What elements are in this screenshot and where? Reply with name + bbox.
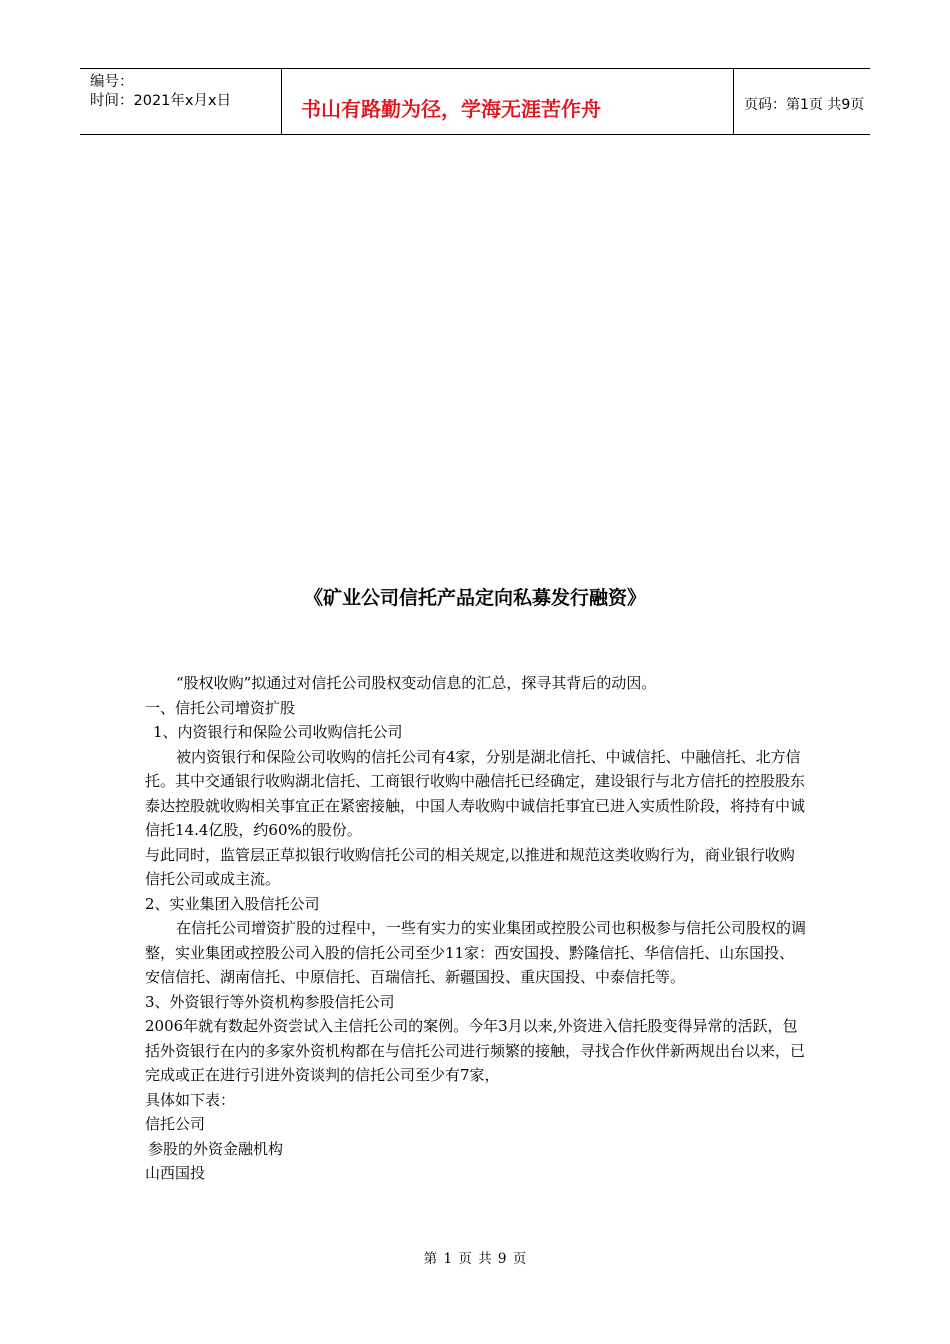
- header-page-cell: [734, 69, 870, 134]
- header-info-cell: [80, 69, 282, 134]
- page-footer: 第 1 页 共 9 页: [423, 1251, 527, 1267]
- header-table: [80, 68, 870, 135]
- paragraph-regulation: 与此同时，监管层正草拟银行收购信托公司的相关规定,以推进和规范这类收购行为，商业银行收购信托公司或成主流。: [145, 845, 795, 888]
- subsection-heading-1: 1、内资银行和保险公司收购信托公司: [153, 723, 403, 741]
- paragraph-foreign-institutions: 2006年就有数起外资尝试入主信托公司的案例。今年3月以来,外资进入信托股变得异常的活跃，包括外资银行在内的多家外资机构都在与信托公司进行频繁的接触，寻找合作伙伴新两规出台以来，已完成或正在进行引进外资谈判的信托公司至少有7家，: [145, 1017, 806, 1084]
- header-motto-cell: [282, 69, 734, 134]
- intro-paragraph: “股权收购”拟通过对信托公司股权变动信息的汇总，探寻其背后的动因。: [176, 674, 657, 692]
- subsection-heading-3: 3、外资银行等外资机构参股信托公司: [145, 992, 395, 1011]
- section-heading-1: 一、信托公司增资扩股: [145, 698, 296, 717]
- paragraph-domestic-banks: 被内资银行和保险公司收购的信托公司有4家，分别是湖北信托、中诚信托、中融信托、北方信托。其中交通银行收购湖北信托、工商银行收购中融信托已经确定，建设银行与北方信托的控股股东泰达控股就收购相关事宜正在紧密接触，中国人寿收购中诚信托事宜已进入实质性阶段，将持有中诚信托14.4亿股，约60%的股份。: [145, 747, 806, 839]
- number-label: 编号：: [90, 74, 134, 90]
- motto-text: 书山有路勤为径，学海无涯苦作舟: [301, 97, 601, 121]
- table-cell-shanxi: 山西国投: [145, 1164, 206, 1182]
- table-header-foreign-institution: 参股的外资金融机构: [148, 1139, 284, 1158]
- table-intro: 具体如下表：: [145, 1090, 236, 1109]
- time-label: 时间：2021年x月x日: [90, 93, 232, 109]
- page-info: 页码：第1页 共9页: [744, 97, 865, 113]
- document-body: [145, 671, 807, 1186]
- paragraph-industrial-groups: 在信托公司增资扩股的过程中，一些有实力的实业集团或控股公司也积极参与信托公司股权的调整，实业集团或控股公司入股的信托公司至少11家：西安国投、黔隆信托、华信信托、山东国投、安信信托、湖南信托、中原信托、百瑞信托、新疆国投、重庆国投、中泰信托等。: [145, 919, 807, 986]
- table-header-trust-company: 信托公司: [145, 1115, 206, 1133]
- document-title: 《矿业公司信托产品定向私募发行融资》: [303, 587, 646, 609]
- subsection-heading-2: 2、实业集团入股信托公司: [145, 894, 320, 913]
